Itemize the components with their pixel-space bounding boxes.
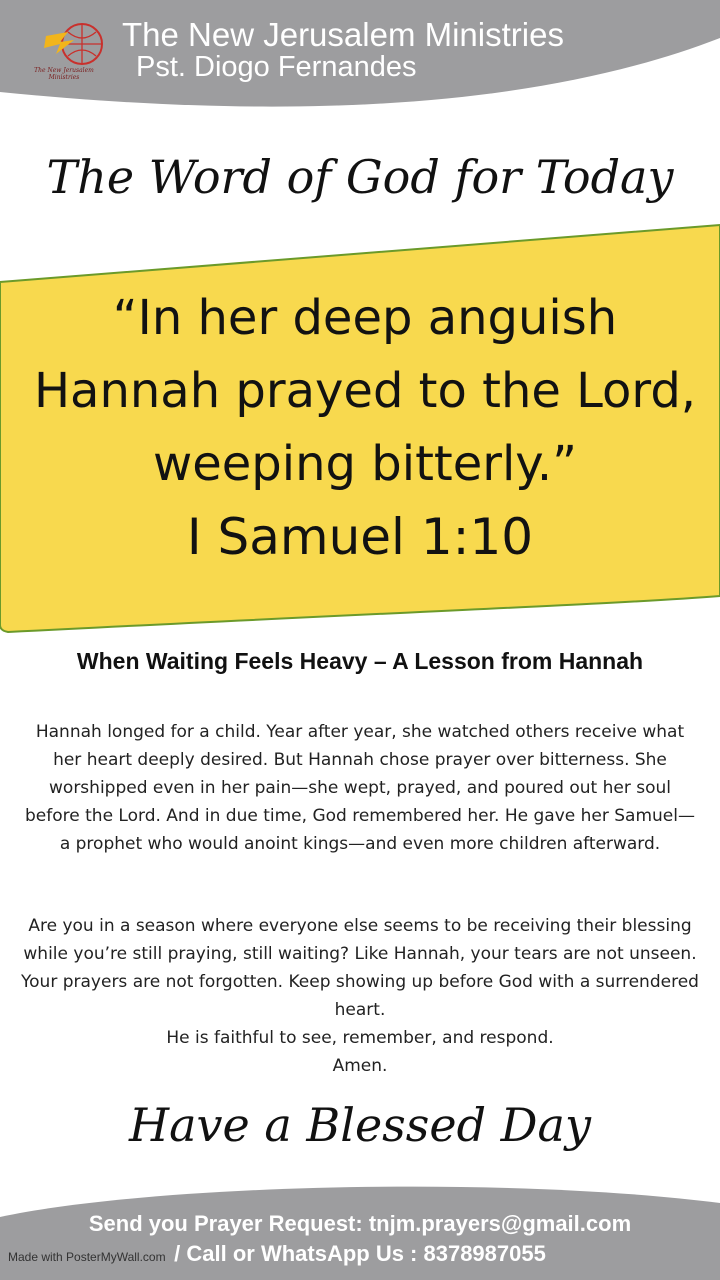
- prayer-request-email: Send you Prayer Request: tnjm.prayers@gmail.com: [88, 1211, 632, 1236]
- page-title: The Word of God for Today: [46, 150, 674, 204]
- lesson-title: When Waiting Feels Heavy – A Lesson from Hannah: [76, 648, 644, 674]
- lesson-line-faithful: He is faithful to see, remember, and respond.: [166, 1028, 554, 1048]
- lesson-paragraph-1: Hannah longed for a child. Year after year, she watched others receive what her heart deeply desired. But Hannah chose prayer over bitterness. She worshipped even in her pain—she wept, prayed, and poured out her soul before the Lord. And in due time, God remembered her. He gave her Samuel—a prophet who would anoint kings—and even more children afterward.: [25, 722, 695, 854]
- lesson-paragraph-2-text: Are you in a season where everyone else seems to be receiving their blessing while you’re still praying, still waiting? Like Hannah, your tears are not unseen. Your prayers are not forgotten. Keep showing up before God with a surrendered heart.: [21, 916, 699, 1020]
- logo-text: The New Jerusalem Ministries: [34, 67, 94, 81]
- verse-reference: I Samuel 1:10: [186, 508, 534, 566]
- lesson-paragraph-2: [20, 912, 700, 1080]
- pastor-name: Pst. Diogo Fernandes: [136, 51, 417, 83]
- contact-phone: / Call or WhatsApp Us : 8378987055: [174, 1241, 546, 1266]
- closing-greeting: Have a Blessed Day: [129, 1098, 591, 1152]
- verse-text: “In her deep anguish Hannah prayed to the Lord, weeping bitterly.”: [33, 290, 697, 492]
- watermark: Made with PosterMyWall.com: [8, 1250, 166, 1264]
- org-name: The New Jerusalem Ministries: [122, 16, 564, 53]
- lesson-line-amen: Amen.: [332, 1056, 388, 1076]
